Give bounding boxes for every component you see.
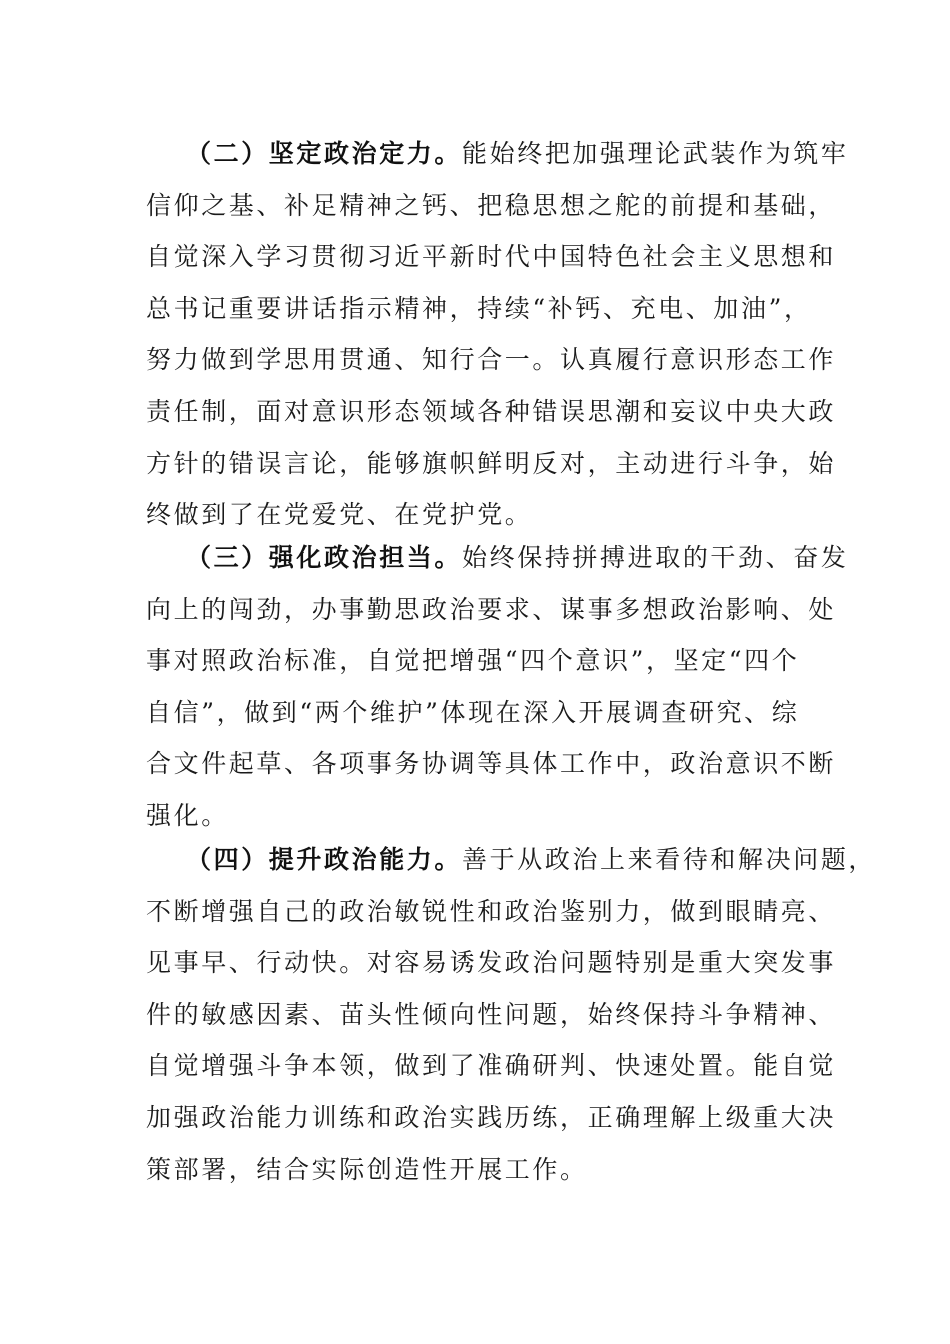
section-heading: （四）提升政治能力。 bbox=[186, 845, 463, 874]
paragraph-strengthen-political-responsibility bbox=[146, 532, 849, 842]
paragraph-text: 信仰之基、补足精神之钙、把稳思想之舵的前提和基础， bbox=[146, 190, 837, 220]
paragraph-text: 终做到了在党爱党、在党护党。 bbox=[146, 500, 533, 530]
paragraph-text: 善于从政治上来看待和解决问题， bbox=[462, 845, 877, 874]
paragraph-text: 见事早、行动快。对容易诱发政治问题特别是重大突发事 bbox=[146, 948, 837, 978]
paragraph-text: 方针的错误言论，能够旗帜鲜明反对，主动进行斗争，始 bbox=[146, 448, 837, 478]
paragraph-text: 强化。 bbox=[146, 800, 229, 830]
section-heading: （三）强化政治担当。 bbox=[186, 543, 463, 572]
paragraph-text: 不断增强自己的政治敏锐性和政治鉴别力，做到眼睛亮、 bbox=[146, 896, 837, 926]
paragraph-text: 总书记重要讲话指示精神，持续“补钙、充电、加油”， bbox=[146, 293, 812, 323]
paragraph-text: 努力做到学思用贯通、知行合一。认真履行意识形态工作 bbox=[146, 345, 837, 375]
paragraph-text: 自觉增强斗争本领，做到了准确研判、快速处置。能自觉 bbox=[146, 1051, 837, 1081]
paragraph-first-line bbox=[146, 128, 849, 180]
paragraph-text: 事对照政治标准，自觉把增强“四个意识”，坚定“四个 bbox=[146, 646, 800, 676]
paragraph-text: 合文件起草、各项事务协调等具体工作中，政治意识不断 bbox=[146, 749, 837, 779]
paragraph-text: 始终保持拼搏进取的干劲、奋发 bbox=[462, 543, 849, 572]
paragraph-text: 加强政治能力训练和政治实践历练，正确理解上级重大决 bbox=[146, 1102, 837, 1132]
paragraph-first-line bbox=[146, 532, 849, 584]
paragraph-text: 自觉深入学习贯彻习近平新时代中国特色社会主义思想和 bbox=[146, 242, 837, 272]
paragraph-text: 策部署，结合实际创造性开展工作。 bbox=[146, 1154, 588, 1184]
section-heading: （二）坚定政治定力。 bbox=[186, 139, 463, 168]
paragraph-text: 向上的闯劲，办事勤思政治要求、谋事多想政治影响、处 bbox=[146, 594, 837, 624]
paragraph-text: 件的敏感因素、苗头性倾向性问题，始终保持斗争精神、 bbox=[146, 999, 837, 1029]
paragraph-firm-political-resolve bbox=[146, 128, 849, 541]
paragraph-text: 责任制，面对意识形态领域各种错误思潮和妄议中央大政 bbox=[146, 396, 837, 426]
paragraph-text: 能始终把加强理论武装作为筑牢 bbox=[462, 139, 849, 168]
paragraph-first-line bbox=[146, 834, 877, 886]
paragraph-text: 自信”，做到“两个维护”体现在深入开展调查研究、综 bbox=[146, 697, 800, 727]
paragraph-improve-political-ability bbox=[146, 834, 877, 1195]
